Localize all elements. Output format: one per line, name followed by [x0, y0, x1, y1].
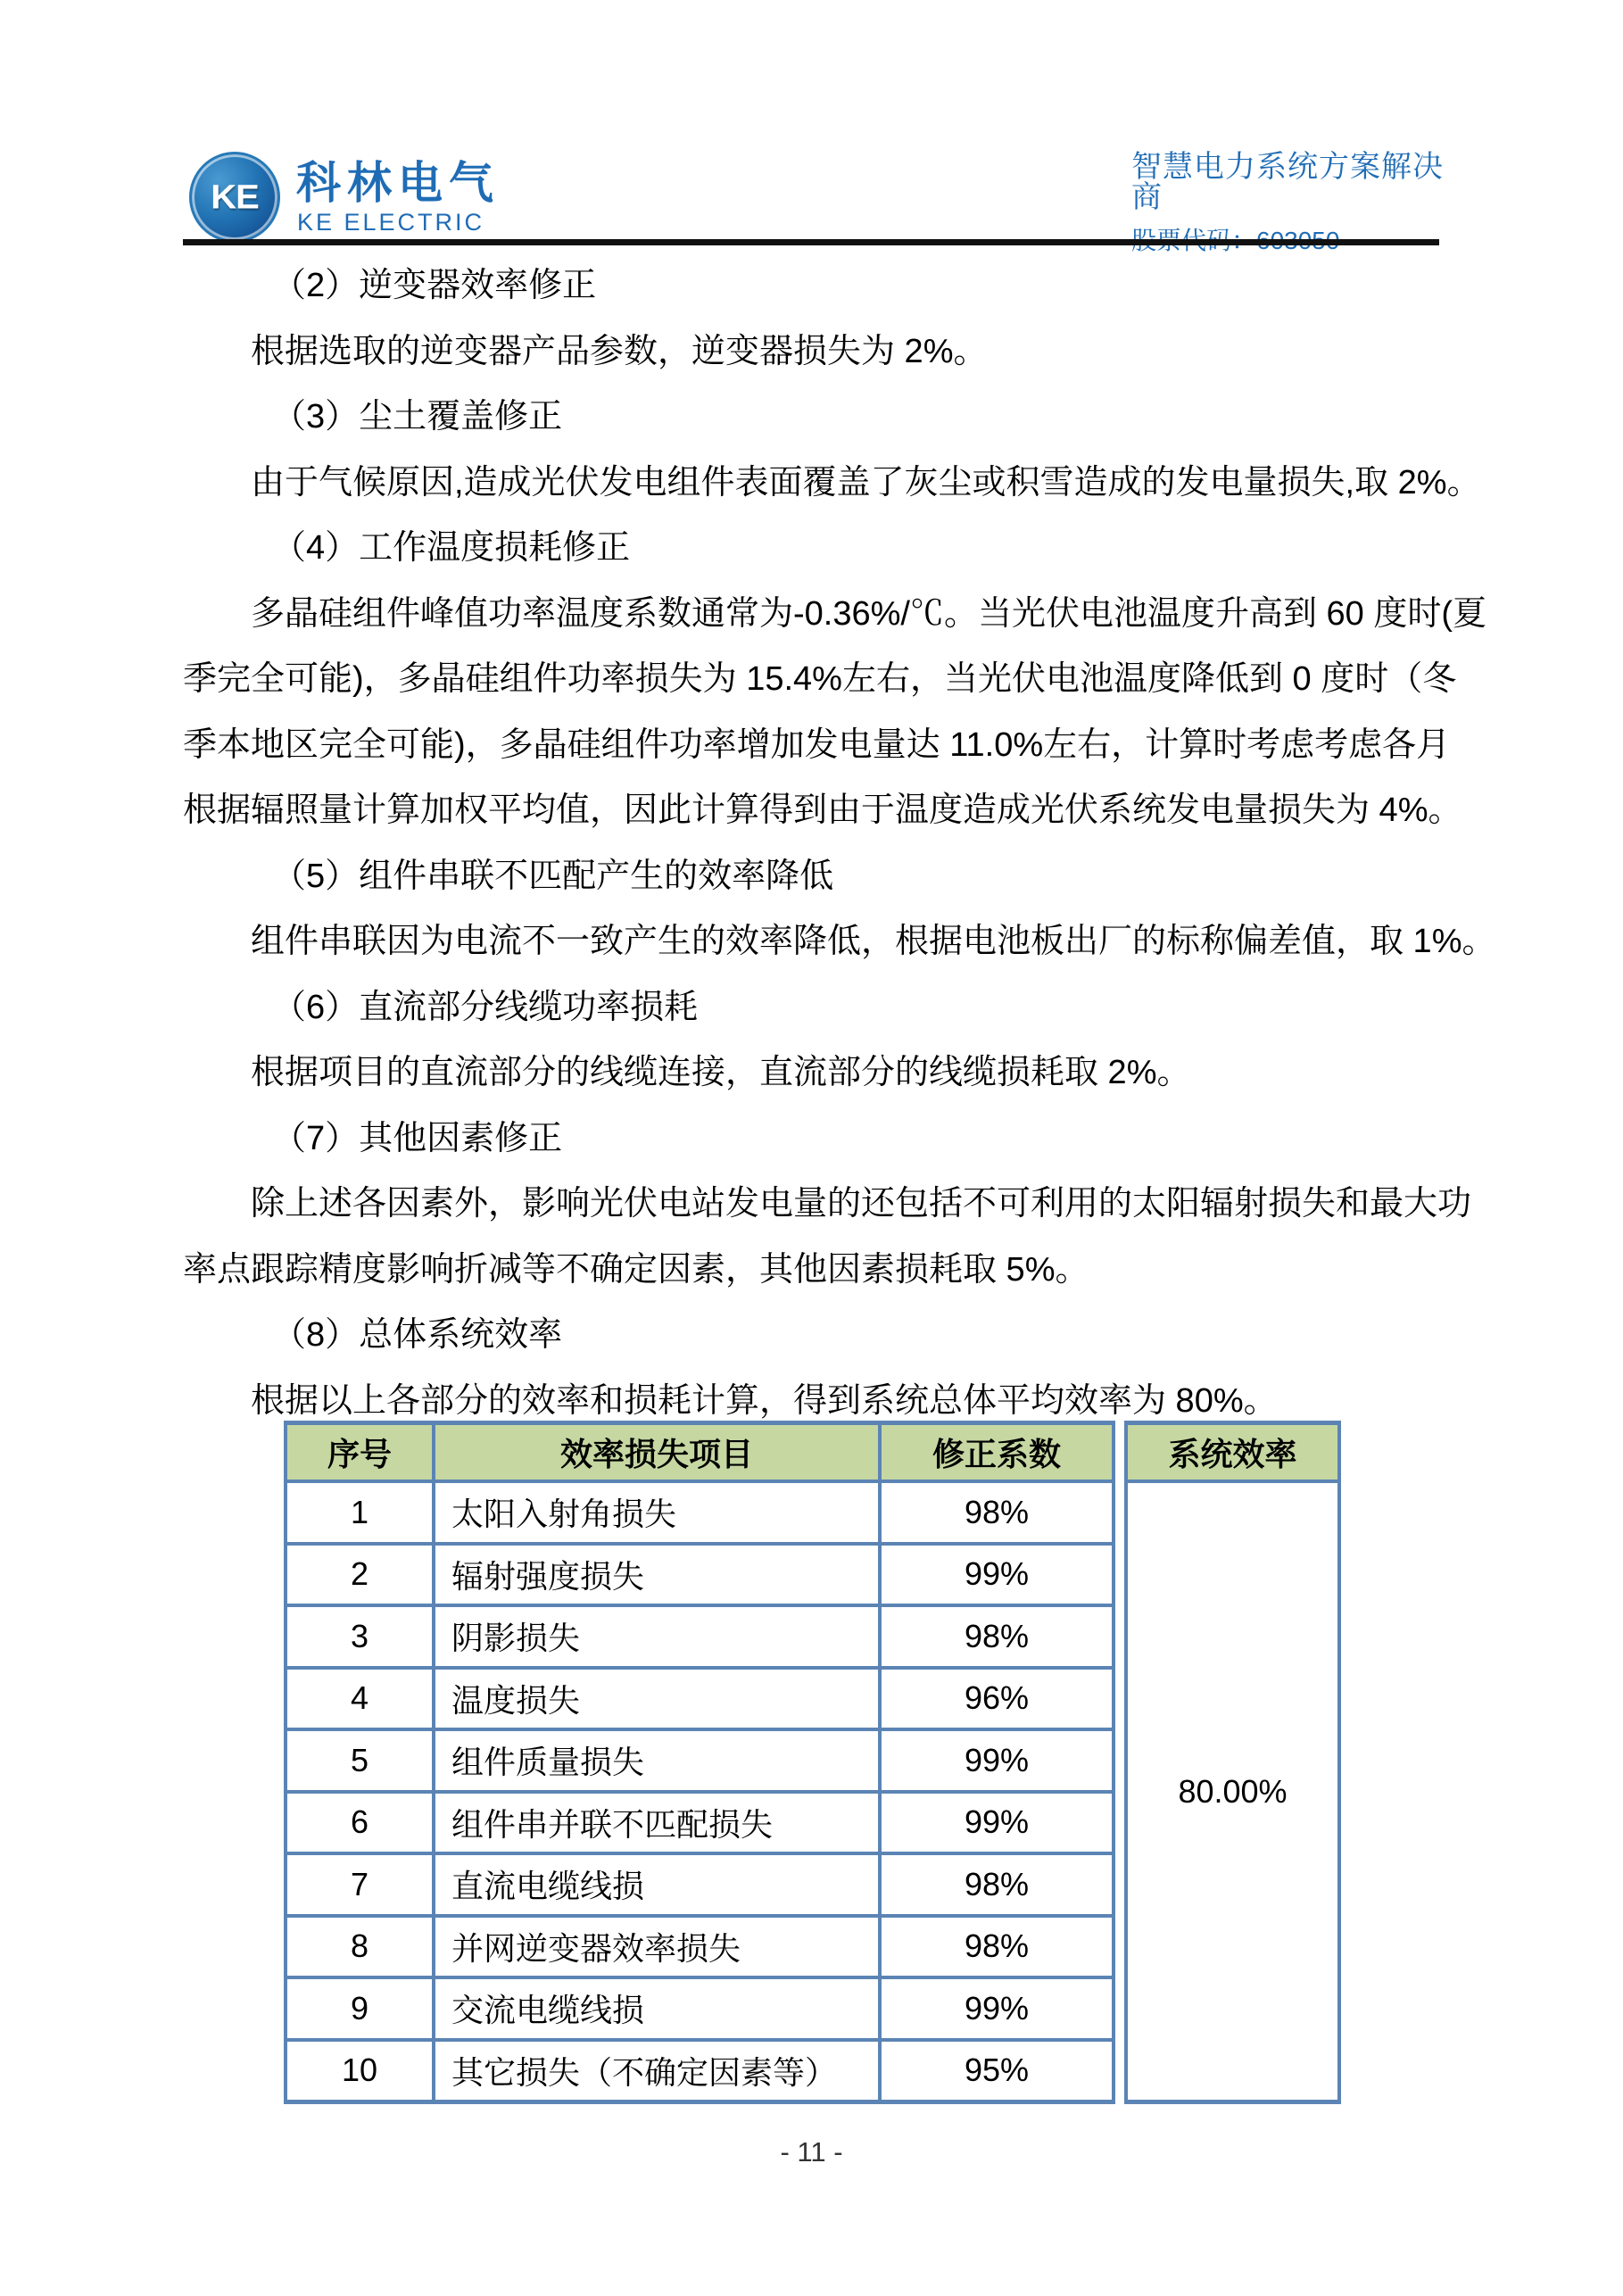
section-heading: （6）直流部分线缆功率损耗: [272, 988, 699, 1026]
cell-factor: 99%: [882, 1979, 1112, 2038]
cell-item: 并网逆变器效率损失: [435, 1918, 878, 1977]
brand-name-cn: 科林电气: [296, 158, 500, 208]
cell-item: 太阳入射角损失: [435, 1483, 878, 1542]
text-line: 根据选取的逆变器产品参数，逆变器损失为 2%。: [251, 332, 988, 370]
header-divider: [183, 239, 1439, 245]
cell-item: 直流电缆线损: [435, 1855, 878, 1914]
section-heading: （5）组件串联不匹配产生的效率降低: [272, 857, 834, 895]
cell-item: 温度损失: [435, 1670, 878, 1728]
cell-item: 组件串并联不匹配损失: [435, 1794, 878, 1853]
page-number: - 11 -: [780, 2136, 843, 2168]
header-right: [1131, 152, 1453, 253]
table-header-system-efficiency: [1124, 1421, 1341, 1483]
section-heading: （8）总体系统效率: [272, 1316, 563, 1354]
logo-monogram: KE: [211, 178, 259, 216]
text-line: 率点跟踪精度影响折减等不确定因素，其他因素损耗取 5%。: [183, 1250, 1089, 1289]
text-line: 根据辐照量计算加权平均值，因此计算得到由于温度造成光伏系统发电量损失为 4%。: [183, 792, 1462, 829]
cell-factor: 99%: [882, 1794, 1112, 1853]
text-line: 季完全可能)，多晶硅组件功率损失为 15.4%左右，当光伏电池温度降低到 0 度时（冬: [183, 660, 1457, 698]
table-header-factor: 修正系数: [882, 1425, 1112, 1480]
system-efficiency-header-label: 系统效率: [1168, 1436, 1297, 1472]
text-line: 由于气候原因,造成光伏发电组件表面覆盖了灰尘或积雪造成的发电量损失,取 2%。: [251, 463, 1481, 501]
cell-no: 7: [287, 1855, 432, 1914]
company-tagline: 智慧电力系统方案解决商: [1131, 150, 1444, 214]
text-line: 组件串联因为电流不一致产生的效率降低，根据电池板出厂的标称偏差值，取 1%。: [251, 923, 1496, 960]
section-heading: （7）其他因素修正: [272, 1119, 563, 1157]
cell-no: 2: [287, 1546, 432, 1604]
section-heading: （4）工作温度损耗修正: [272, 529, 631, 567]
cell-factor: 98%: [882, 1483, 1112, 1542]
text-line: 根据以上各部分的效率和损耗计算，得到系统总体平均效率为 80%。: [251, 1381, 1278, 1420]
ke-logo-icon: [189, 152, 280, 243]
cell-factor: 99%: [882, 1546, 1112, 1604]
cell-no: 5: [287, 1731, 432, 1790]
cell-item: 辐射强度损失: [435, 1546, 878, 1604]
cell-factor: 98%: [882, 1607, 1112, 1666]
efficiency-loss-table: [284, 1421, 1346, 2108]
cell-factor: 99%: [882, 1731, 1112, 1790]
body-text: [183, 253, 1496, 1434]
table-header-item: 效率损失项目: [435, 1425, 878, 1480]
section-heading: （2）逆变器效率修正: [272, 267, 597, 304]
text-line: 多晶硅组件峰值功率温度系数通常为-0.36%/℃。当光伏电池温度升高到 60 度时(夏: [251, 594, 1486, 633]
cell-item: 交流电缆线损: [435, 1979, 878, 2038]
section-heading: （3）尘土覆盖修正: [272, 398, 563, 435]
cell-no: 10: [287, 2042, 432, 2101]
text-line: 季本地区完全可能)，多晶硅组件功率增加发电量达 11.0%左右，计算时考虑考虑各月: [183, 725, 1451, 764]
table-header-no: 序号: [287, 1425, 432, 1480]
cell-factor: 98%: [882, 1855, 1112, 1914]
cell-item: 其它损失（不确定因素等）: [435, 2042, 878, 2101]
cell-factor: 96%: [882, 1670, 1112, 1728]
cell-no: 8: [287, 1918, 432, 1977]
system-efficiency-text: 80.00%: [1178, 1772, 1288, 1810]
cell-factor: 98%: [882, 1918, 1112, 1977]
cell-no: 1: [287, 1483, 432, 1542]
cell-no: 3: [287, 1607, 432, 1666]
page-footer: [0, 2136, 1623, 2168]
cell-no: 9: [287, 1979, 432, 2038]
loss-table-grid: [284, 1421, 1115, 2104]
text-line: 根据项目的直流部分的线缆连接，直流部分的线缆损耗取 2%。: [251, 1054, 1191, 1091]
cell-factor: 95%: [882, 2042, 1112, 2101]
cell-no: 6: [287, 1794, 432, 1853]
system-efficiency-value: [1124, 1483, 1341, 2104]
brand-name-en: KE ELECTRIC: [297, 209, 485, 236]
cell-item: 组件质量损失: [435, 1731, 878, 1790]
cell-item: 阴影损失: [435, 1607, 878, 1666]
cell-no: 4: [287, 1670, 432, 1728]
text-line: 除上述各因素外，影响光伏电站发电量的还包括不可利用的太阳辐射损失和最大功: [251, 1185, 1472, 1223]
